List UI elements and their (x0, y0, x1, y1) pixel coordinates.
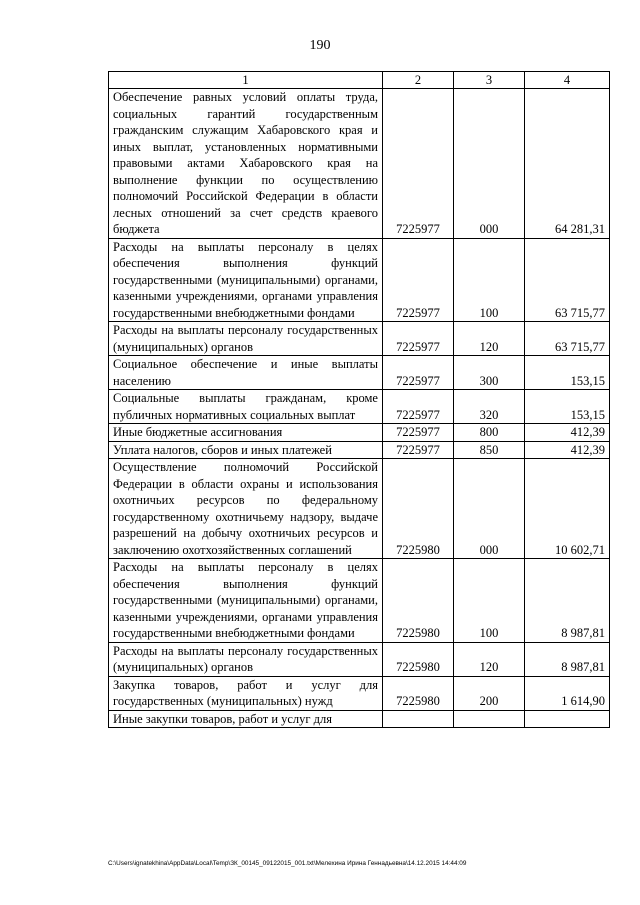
row-description: Расходы на выплаты персоналу в целях обеспечения выполнения функций государственными (муниципальными) органами, казенными учреждениями, органами управления государственными внебюджетными фондами (109, 559, 383, 643)
file-path-footer: C:\Users\ignatekhina\AppData\Local\Temp\ЗК_00145_09122015_001.txt\Мелехина Ирина Геннадьевна\14.12.2015 14:44:09 (108, 860, 467, 867)
row-expense-type: 000 (454, 459, 525, 559)
header-cell-2: 2 (383, 72, 454, 89)
row-description: Обеспечение равных условий оплаты труда, социальных гарантий государственным гражданским служащим Хабаровского края и иных выплат, установленных нормативными правовыми актами Хабаровского края на выполнение функции по осуществлению полномочий Российской Федерации в области лесных отношений за счет средств краевого бюджета (109, 89, 383, 239)
row-amount: 1 614,90 (525, 676, 610, 710)
row-code: 7225980 (383, 559, 454, 643)
row-code: 7225977 (383, 390, 454, 424)
row-expense-type: 100 (454, 238, 525, 322)
row-code: 7225977 (383, 441, 454, 459)
row-amount: 10 602,71 (525, 459, 610, 559)
row-amount: 8 987,81 (525, 559, 610, 643)
row-code: 7225977 (383, 89, 454, 239)
table-row (109, 710, 610, 728)
table-row (109, 89, 610, 239)
row-code: 7225980 (383, 676, 454, 710)
row-expense-type: 850 (454, 441, 525, 459)
row-description: Осуществление полномочий Российской Федерации в области охраны и использования охотничьих ресурсов по федеральному государственному охотничьему надзору, выдаче разрешений на добычу охотничьих ресурсов и заключению охотхозяйственных соглашений (109, 459, 383, 559)
row-expense-type: 100 (454, 559, 525, 643)
row-description: Социальные выплаты гражданам, кроме публичных нормативных социальных выплат (109, 390, 383, 424)
row-description: Расходы на выплаты персоналу государственных (муниципальных) органов (109, 322, 383, 356)
row-amount: 8 987,81 (525, 642, 610, 676)
table-row (109, 642, 610, 676)
row-expense-type: 300 (454, 356, 525, 390)
row-expense-type: 120 (454, 642, 525, 676)
table-row (109, 424, 610, 442)
row-description: Расходы на выплаты персоналу государственных (муниципальных) органов (109, 642, 383, 676)
row-expense-type: 200 (454, 676, 525, 710)
row-expense-type (454, 710, 525, 728)
row-code: 7225977 (383, 238, 454, 322)
row-amount: 153,15 (525, 356, 610, 390)
row-description: Иные бюджетные ассигнования (109, 424, 383, 442)
row-amount: 412,39 (525, 441, 610, 459)
row-expense-type: 000 (454, 89, 525, 239)
row-amount (525, 710, 610, 728)
row-amount: 63 715,77 (525, 322, 610, 356)
row-expense-type: 800 (454, 424, 525, 442)
table-row (109, 559, 610, 643)
table-row (109, 238, 610, 322)
row-amount: 412,39 (525, 424, 610, 442)
header-cell-1: 1 (109, 72, 383, 89)
row-description: Расходы на выплаты персоналу в целях обеспечения выполнения функций государственными (муниципальными) органами, казенными учреждениями, органами управления государственными внебюджетными фондами (109, 238, 383, 322)
row-amount: 64 281,31 (525, 89, 610, 239)
row-description: Закупка товаров, работ и услуг для государственных (муниципальных) нужд (109, 676, 383, 710)
table-row (109, 459, 610, 559)
row-code: 7225980 (383, 642, 454, 676)
header-cell-4: 4 (525, 72, 610, 89)
row-expense-type: 320 (454, 390, 525, 424)
table-row (109, 322, 610, 356)
budget-table (108, 71, 610, 728)
row-code: 7225977 (383, 322, 454, 356)
table-header-row (109, 72, 610, 89)
row-code: 7225980 (383, 459, 454, 559)
row-expense-type: 120 (454, 322, 525, 356)
table-row (109, 390, 610, 424)
table-row (109, 356, 610, 390)
row-code (383, 710, 454, 728)
row-code: 7225977 (383, 356, 454, 390)
row-description: Уплата налогов, сборов и иных платежей (109, 441, 383, 459)
row-code: 7225977 (383, 424, 454, 442)
header-cell-3: 3 (454, 72, 525, 89)
table-row (109, 676, 610, 710)
page-number: 190 (309, 38, 331, 53)
row-description: Иные закупки товаров, работ и услуг для (109, 710, 383, 728)
row-description: Социальное обеспечение и иные выплаты населению (109, 356, 383, 390)
row-amount: 63 715,77 (525, 238, 610, 322)
table-row (109, 441, 610, 459)
row-amount: 153,15 (525, 390, 610, 424)
